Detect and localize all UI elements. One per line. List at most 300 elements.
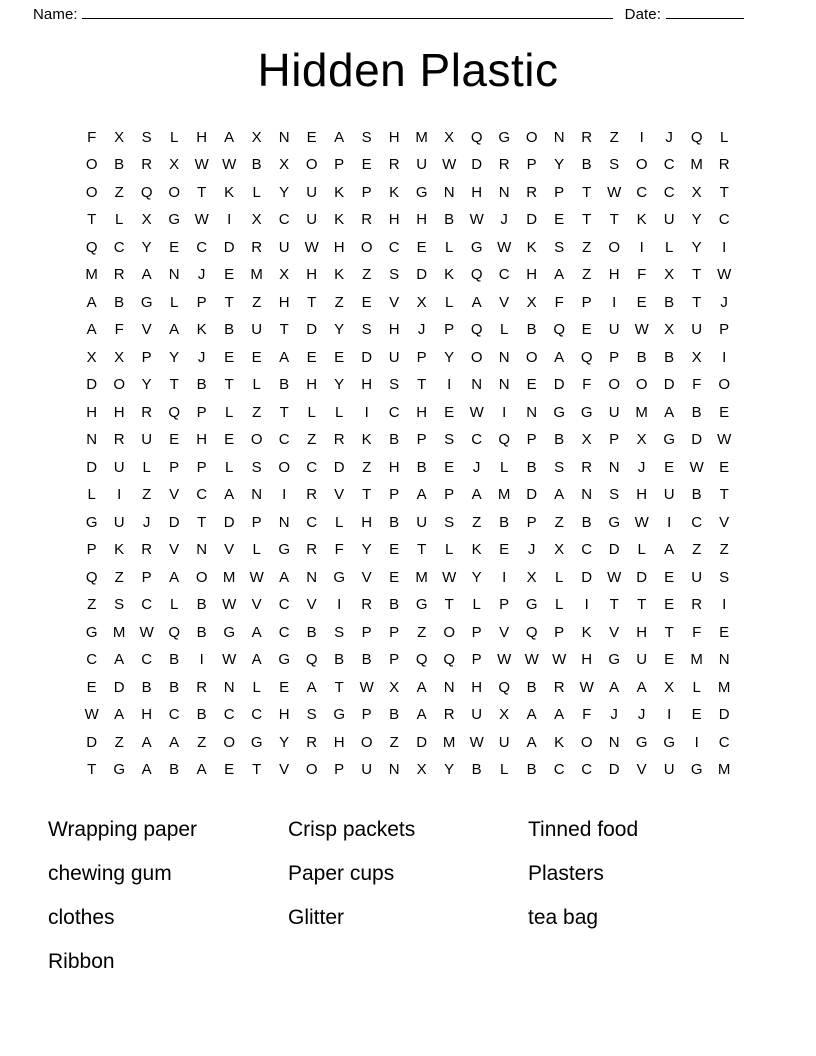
grid-letter[interactable]: B [279,376,290,394]
grid-letter[interactable]: Q [470,321,483,339]
grid-letter[interactable]: L [252,541,262,559]
grid-letter[interactable]: P [471,623,482,641]
grid-letter[interactable]: Q [690,128,703,146]
grid-letter[interactable]: R [141,403,153,421]
grid-letter[interactable]: U [251,321,263,339]
grid-letter[interactable]: L [169,596,179,614]
grid-letter[interactable]: D [636,568,648,586]
grid-letter[interactable]: Q [443,651,456,669]
grid-letter[interactable]: Y [554,156,565,174]
grid-letter[interactable]: R [333,431,345,449]
date-input-line[interactable] [666,5,744,19]
word-search-grid[interactable] [78,124,738,784]
grid-letter[interactable]: R [141,541,153,559]
grid-letter[interactable]: H [388,458,400,476]
grid-letter[interactable]: S [609,156,620,174]
grid-letter[interactable]: E [581,321,592,339]
grid-letter[interactable]: O [525,348,538,366]
grid-letter[interactable]: H [581,651,593,669]
grid-letter[interactable]: S [141,128,152,146]
grid-letter[interactable]: B [526,678,537,696]
word-list-item[interactable]: Ribbon [48,950,115,974]
grid-letter[interactable]: X [526,568,537,586]
grid-letter[interactable]: Q [470,266,483,284]
grid-letter[interactable]: U [663,211,675,229]
grid-letter[interactable]: C [196,486,208,504]
grid-letter[interactable]: W [579,678,594,696]
grid-letter[interactable]: D [86,376,98,394]
grid-letter[interactable]: X [279,156,290,174]
grid-letter[interactable]: K [334,183,345,201]
grid-letter[interactable]: W [524,651,539,669]
grid-letter[interactable]: I [694,733,699,751]
grid-letter[interactable]: E [86,678,97,696]
grid-letter[interactable]: R [498,156,510,174]
grid-letter[interactable]: W [139,623,154,641]
grid-letter[interactable]: L [334,403,344,421]
grid-letter[interactable]: W [194,156,209,174]
grid-letter[interactable]: G [278,651,291,669]
grid-letter[interactable]: Z [307,431,317,449]
grid-letter[interactable]: P [361,183,372,201]
grid-letter[interactable]: A [471,293,482,311]
grid-letter[interactable]: W [634,321,649,339]
grid-letter[interactable]: F [87,128,97,146]
grid-letter[interactable]: G [608,651,621,669]
grid-letter[interactable]: A [554,486,565,504]
grid-letter[interactable]: D [663,376,675,394]
grid-letter[interactable]: H [306,266,318,284]
grid-letter[interactable]: P [554,183,565,201]
grid-letter[interactable]: D [416,733,428,751]
grid-letter[interactable]: H [361,513,373,531]
grid-letter[interactable]: Y [444,348,455,366]
grid-letter[interactable]: W [469,733,484,751]
grid-letter[interactable]: S [334,623,345,641]
grid-letter[interactable]: E [719,458,730,476]
grid-letter[interactable]: N [608,458,620,476]
grid-letter[interactable]: P [389,651,400,669]
grid-letter[interactable]: C [581,761,593,779]
grid-letter[interactable]: S [444,513,455,531]
grid-letter[interactable]: H [306,376,318,394]
grid-letter[interactable]: I [199,651,204,669]
grid-letter[interactable]: G [250,733,263,751]
grid-letter[interactable]: R [306,541,318,559]
grid-letter[interactable]: S [361,128,372,146]
grid-letter[interactable]: N [498,183,510,201]
grid-letter[interactable]: Z [472,513,482,531]
grid-letter[interactable]: A [224,486,235,504]
grid-letter[interactable]: K [389,183,400,201]
grid-letter[interactable]: Z [609,128,619,146]
grid-letter[interactable]: A [609,678,620,696]
grid-letter[interactable]: R [581,128,593,146]
grid-letter[interactable]: E [169,431,180,449]
grid-letter[interactable]: Y [334,321,345,339]
grid-letter[interactable]: D [86,458,98,476]
grid-letter[interactable]: H [388,321,400,339]
grid-letter[interactable]: R [141,156,153,174]
grid-letter[interactable]: B [664,348,675,366]
grid-letter[interactable]: E [691,706,702,724]
grid-letter[interactable]: E [279,678,290,696]
grid-letter[interactable]: N [251,486,263,504]
grid-letter[interactable]: C [278,623,290,641]
grid-letter[interactable]: W [634,513,649,531]
grid-letter[interactable]: A [334,128,345,146]
word-list-item[interactable]: Paper cups [288,862,395,886]
grid-letter[interactable]: X [691,348,702,366]
grid-letter[interactable]: P [554,623,565,641]
grid-letter[interactable]: N [553,128,565,146]
grid-letter[interactable]: E [719,623,730,641]
grid-letter[interactable]: L [444,293,454,311]
grid-letter[interactable]: R [196,678,208,696]
grid-letter[interactable]: G [663,733,676,751]
grid-letter[interactable]: S [251,458,262,476]
grid-letter[interactable]: L [307,403,317,421]
grid-letter[interactable]: Q [415,651,428,669]
grid-letter[interactable]: O [360,733,373,751]
grid-letter[interactable]: V [361,568,372,586]
grid-letter[interactable]: W [222,651,237,669]
grid-letter[interactable]: A [526,733,537,751]
grid-letter[interactable]: P [719,321,730,339]
grid-letter[interactable]: W [249,568,264,586]
grid-letter[interactable]: G [580,403,593,421]
grid-letter[interactable]: B [581,156,592,174]
grid-letter[interactable]: L [252,183,262,201]
grid-letter[interactable]: B [114,156,125,174]
grid-letter[interactable]: R [718,156,730,174]
grid-letter[interactable]: T [582,211,592,229]
grid-letter[interactable]: K [554,733,565,751]
grid-letter[interactable]: O [250,431,263,449]
grid-letter[interactable]: T [417,376,427,394]
grid-letter[interactable]: G [608,513,621,531]
grid-letter[interactable]: G [85,623,98,641]
grid-letter[interactable]: X [636,431,647,449]
grid-letter[interactable]: H [388,211,400,229]
grid-letter[interactable]: P [334,156,345,174]
grid-letter[interactable]: G [553,403,566,421]
grid-letter[interactable]: E [224,761,235,779]
grid-letter[interactable]: A [86,293,97,311]
grid-letter[interactable]: T [609,211,619,229]
grid-letter[interactable]: Y [334,376,345,394]
grid-letter[interactable]: O [305,156,318,174]
grid-letter[interactable]: J [637,706,646,724]
grid-letter[interactable]: H [141,706,153,724]
grid-letter[interactable]: T [224,376,234,394]
grid-letter[interactable]: E [306,128,317,146]
grid-letter[interactable]: N [581,486,593,504]
grid-letter[interactable]: N [718,651,730,669]
grid-letter[interactable]: C [663,183,675,201]
grid-letter[interactable]: V [224,541,235,559]
grid-letter[interactable]: Q [470,128,483,146]
grid-letter[interactable]: I [722,596,727,614]
grid-letter[interactable]: C [498,266,510,284]
grid-letter[interactable]: A [416,486,427,504]
grid-letter[interactable]: K [114,541,125,559]
grid-letter[interactable]: G [690,761,703,779]
grid-letter[interactable]: U [113,513,125,531]
grid-letter[interactable]: J [500,211,509,229]
grid-letter[interactable]: Z [417,623,427,641]
grid-letter[interactable]: K [526,238,537,256]
grid-letter[interactable]: T [334,678,344,696]
grid-letter[interactable]: O [443,623,456,641]
grid-letter[interactable]: P [389,486,400,504]
grid-letter[interactable]: R [306,486,318,504]
grid-letter[interactable]: W [717,431,732,449]
grid-letter[interactable]: B [691,486,702,504]
grid-letter[interactable]: K [636,211,647,229]
grid-letter[interactable]: J [720,293,729,311]
grid-letter[interactable]: Y [279,183,290,201]
grid-letter[interactable]: W [469,211,484,229]
grid-letter[interactable]: C [388,238,400,256]
grid-letter[interactable]: D [608,541,620,559]
grid-letter[interactable]: R [581,458,593,476]
grid-letter[interactable]: B [526,458,537,476]
grid-letter[interactable]: F [582,376,592,394]
grid-letter[interactable]: X [141,211,152,229]
grid-letter[interactable]: P [196,403,207,421]
grid-letter[interactable]: B [141,678,152,696]
grid-letter[interactable]: B [114,293,125,311]
grid-letter[interactable]: B [361,651,372,669]
grid-letter[interactable]: C [86,651,98,669]
grid-letter[interactable]: E [554,211,565,229]
grid-letter[interactable]: L [472,596,482,614]
grid-letter[interactable]: I [722,348,727,366]
grid-letter[interactable]: W [469,403,484,421]
grid-letter[interactable]: E [389,568,400,586]
grid-letter[interactable]: P [581,293,592,311]
grid-letter[interactable]: E [664,651,675,669]
grid-letter[interactable]: Q [140,183,153,201]
grid-letter[interactable]: A [114,706,125,724]
grid-letter[interactable]: R [113,431,125,449]
grid-letter[interactable]: E [719,403,730,421]
grid-letter[interactable]: T [224,293,234,311]
grid-letter[interactable]: A [224,128,235,146]
grid-letter[interactable]: E [636,293,647,311]
grid-letter[interactable]: B [526,761,537,779]
grid-letter[interactable]: R [388,156,400,174]
grid-letter[interactable]: R [306,733,318,751]
grid-letter[interactable]: C [251,706,263,724]
grid-letter[interactable]: H [416,403,428,421]
grid-letter[interactable]: T [609,596,619,614]
grid-letter[interactable]: X [114,128,125,146]
grid-letter[interactable]: C [553,761,565,779]
grid-letter[interactable]: B [196,623,207,641]
grid-letter[interactable]: L [334,513,344,531]
grid-letter[interactable]: P [499,596,510,614]
grid-letter[interactable]: D [223,238,235,256]
word-list-item[interactable]: tea bag [528,906,599,930]
grid-letter[interactable]: D [581,568,593,586]
grid-letter[interactable]: F [554,293,564,311]
grid-letter[interactable]: S [554,458,565,476]
grid-letter[interactable]: A [554,266,565,284]
grid-letter[interactable]: B [389,513,400,531]
grid-letter[interactable]: D [718,706,730,724]
grid-letter[interactable]: O [718,376,731,394]
grid-letter[interactable]: Q [85,238,98,256]
grid-letter[interactable]: C [278,596,290,614]
grid-letter[interactable]: V [169,541,180,559]
grid-letter[interactable]: H [196,431,208,449]
grid-letter[interactable]: G [168,211,181,229]
grid-letter[interactable]: I [502,568,507,586]
grid-letter[interactable]: X [389,678,400,696]
grid-letter[interactable]: N [278,513,290,531]
grid-letter[interactable]: U [416,156,428,174]
grid-letter[interactable]: U [113,458,125,476]
grid-letter[interactable]: D [416,266,428,284]
grid-letter[interactable]: I [639,238,644,256]
grid-letter[interactable]: Z [114,733,124,751]
grid-letter[interactable]: D [471,156,483,174]
grid-letter[interactable]: A [141,266,152,284]
grid-letter[interactable]: I [502,403,507,421]
grid-letter[interactable]: N [388,761,400,779]
grid-letter[interactable]: K [224,183,235,201]
grid-letter[interactable]: B [169,678,180,696]
grid-letter[interactable]: R [113,266,125,284]
grid-letter[interactable]: L [142,458,152,476]
grid-letter[interactable]: B [444,211,455,229]
grid-letter[interactable]: T [252,761,262,779]
grid-letter[interactable]: O [635,156,648,174]
grid-letter[interactable]: E [169,238,180,256]
grid-letter[interactable]: I [722,238,727,256]
grid-letter[interactable]: C [278,211,290,229]
grid-letter[interactable]: D [86,733,98,751]
grid-letter[interactable]: Z [362,458,372,476]
grid-letter[interactable]: E [389,541,400,559]
grid-letter[interactable]: C [141,596,153,614]
grid-letter[interactable]: M [690,651,704,669]
grid-letter[interactable]: B [196,706,207,724]
grid-letter[interactable]: Y [279,733,290,751]
grid-letter[interactable]: B [526,321,537,339]
grid-letter[interactable]: K [334,266,345,284]
grid-letter[interactable]: F [692,623,702,641]
grid-letter[interactable]: N [526,403,538,421]
grid-letter[interactable]: P [471,651,482,669]
grid-letter[interactable]: S [114,596,125,614]
grid-letter[interactable]: K [444,266,455,284]
grid-letter[interactable]: T [417,541,427,559]
grid-letter[interactable]: J [472,458,481,476]
grid-letter[interactable]: G [525,596,538,614]
grid-letter[interactable]: R [361,211,373,229]
grid-letter[interactable]: P [526,156,537,174]
grid-letter[interactable]: E [444,403,455,421]
grid-letter[interactable]: D [223,513,235,531]
grid-letter[interactable]: Q [498,678,511,696]
grid-letter[interactable]: X [169,156,180,174]
grid-letter[interactable]: B [416,458,427,476]
grid-letter[interactable]: Q [553,321,566,339]
grid-letter[interactable]: V [306,596,317,614]
grid-letter[interactable]: X [526,293,537,311]
grid-letter[interactable]: Z [142,486,152,504]
grid-letter[interactable]: H [196,128,208,146]
grid-letter[interactable]: T [444,596,454,614]
grid-letter[interactable]: W [717,266,732,284]
grid-letter[interactable]: A [279,348,290,366]
grid-letter[interactable]: A [251,623,262,641]
grid-letter[interactable]: A [169,568,180,586]
grid-letter[interactable]: L [252,376,262,394]
grid-letter[interactable]: O [195,568,208,586]
grid-letter[interactable]: O [223,733,236,751]
grid-letter[interactable]: U [141,431,153,449]
grid-letter[interactable]: I [117,486,122,504]
grid-letter[interactable]: C [636,183,648,201]
grid-letter[interactable]: T [87,761,97,779]
grid-letter[interactable]: K [471,541,482,559]
grid-letter[interactable]: G [278,541,291,559]
grid-letter[interactable]: S [361,321,372,339]
grid-letter[interactable]: P [251,513,262,531]
grid-letter[interactable]: Z [252,293,262,311]
grid-letter[interactable]: L [499,761,509,779]
grid-letter[interactable]: Z [582,238,592,256]
grid-letter[interactable]: U [663,761,675,779]
word-list-item[interactable]: Crisp packets [288,818,416,842]
grid-letter[interactable]: C [223,706,235,724]
grid-letter[interactable]: I [612,293,617,311]
grid-letter[interactable]: O [360,238,373,256]
grid-letter[interactable]: V [719,513,730,531]
grid-letter[interactable]: E [361,156,372,174]
grid-letter[interactable]: S [609,486,620,504]
grid-letter[interactable]: B [554,431,565,449]
grid-letter[interactable]: O [608,376,621,394]
grid-letter[interactable]: A [169,321,180,339]
grid-letter[interactable]: X [114,348,125,366]
grid-letter[interactable]: U [416,513,428,531]
grid-letter[interactable]: Q [580,348,593,366]
grid-letter[interactable]: T [87,211,97,229]
grid-letter[interactable]: R [251,238,263,256]
grid-letter[interactable]: A [251,651,262,669]
grid-letter[interactable]: R [691,596,703,614]
grid-letter[interactable]: A [526,706,537,724]
grid-letter[interactable]: W [689,458,704,476]
grid-letter[interactable]: L [637,541,647,559]
grid-letter[interactable]: H [333,238,345,256]
grid-letter[interactable]: B [389,596,400,614]
grid-letter[interactable]: U [278,238,290,256]
grid-letter[interactable]: Y [471,568,482,586]
grid-letter[interactable]: Z [87,596,97,614]
grid-letter[interactable]: Z [719,541,729,559]
grid-letter[interactable]: H [278,706,290,724]
grid-letter[interactable]: A [471,486,482,504]
grid-letter[interactable]: G [635,733,648,751]
grid-letter[interactable]: K [361,431,372,449]
grid-letter[interactable]: I [667,706,672,724]
